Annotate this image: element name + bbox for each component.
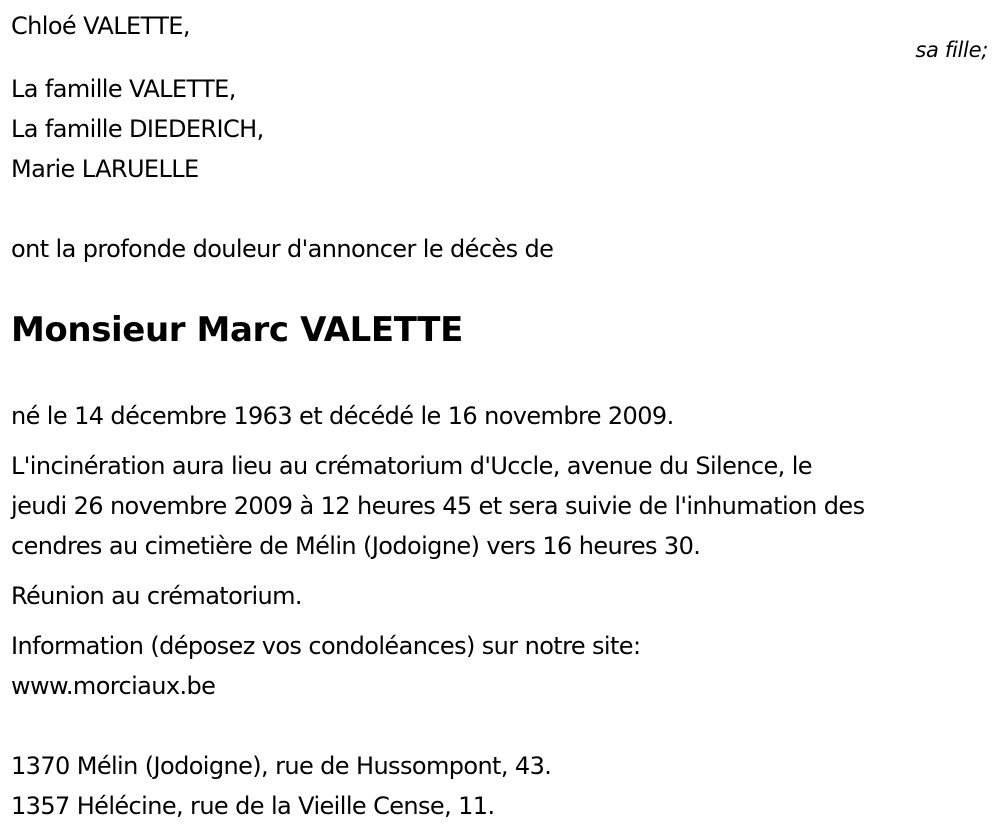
family-line-1: La famille VALETTE, xyxy=(11,75,236,103)
ceremony-line-3: cendres au cimetière de Mélin (Jodoigne) vers 16 heures 30. xyxy=(11,532,701,560)
information-text: Information (déposez vos condoléances) sur notre site: xyxy=(11,632,641,660)
ceremony-line-2: jeudi 26 novembre 2009 à 12 heures 45 et sera suivie de l'inhumation des xyxy=(11,492,865,520)
address-line-1: 1370 Mélin (Jodoigne), rue de Hussompont, 43. xyxy=(11,752,552,780)
daughter-relation: sa fille; xyxy=(915,38,988,62)
deceased-name: Monsieur Marc VALETTE xyxy=(11,310,463,350)
meeting-text: Réunion au crématorium. xyxy=(11,582,302,610)
family-line-2: La famille DIEDERICH, xyxy=(11,115,264,143)
family-line-3: Marie LARUELLE xyxy=(11,155,199,183)
birth-death-dates: né le 14 décembre 1963 et décédé le 16 novembre 2009. xyxy=(11,402,674,430)
website-link[interactable]: www.morciaux.be xyxy=(11,672,216,700)
announcement-text: ont la profonde douleur d'annoncer le décès de xyxy=(11,235,554,263)
daughter-name: Chloé VALETTE, xyxy=(11,12,190,40)
ceremony-line-1: L'incinération aura lieu au crématorium d'Uccle, avenue du Silence, le xyxy=(11,452,812,480)
address-line-2: 1357 Hélécine, rue de la Vieille Cense, 11. xyxy=(11,792,495,820)
